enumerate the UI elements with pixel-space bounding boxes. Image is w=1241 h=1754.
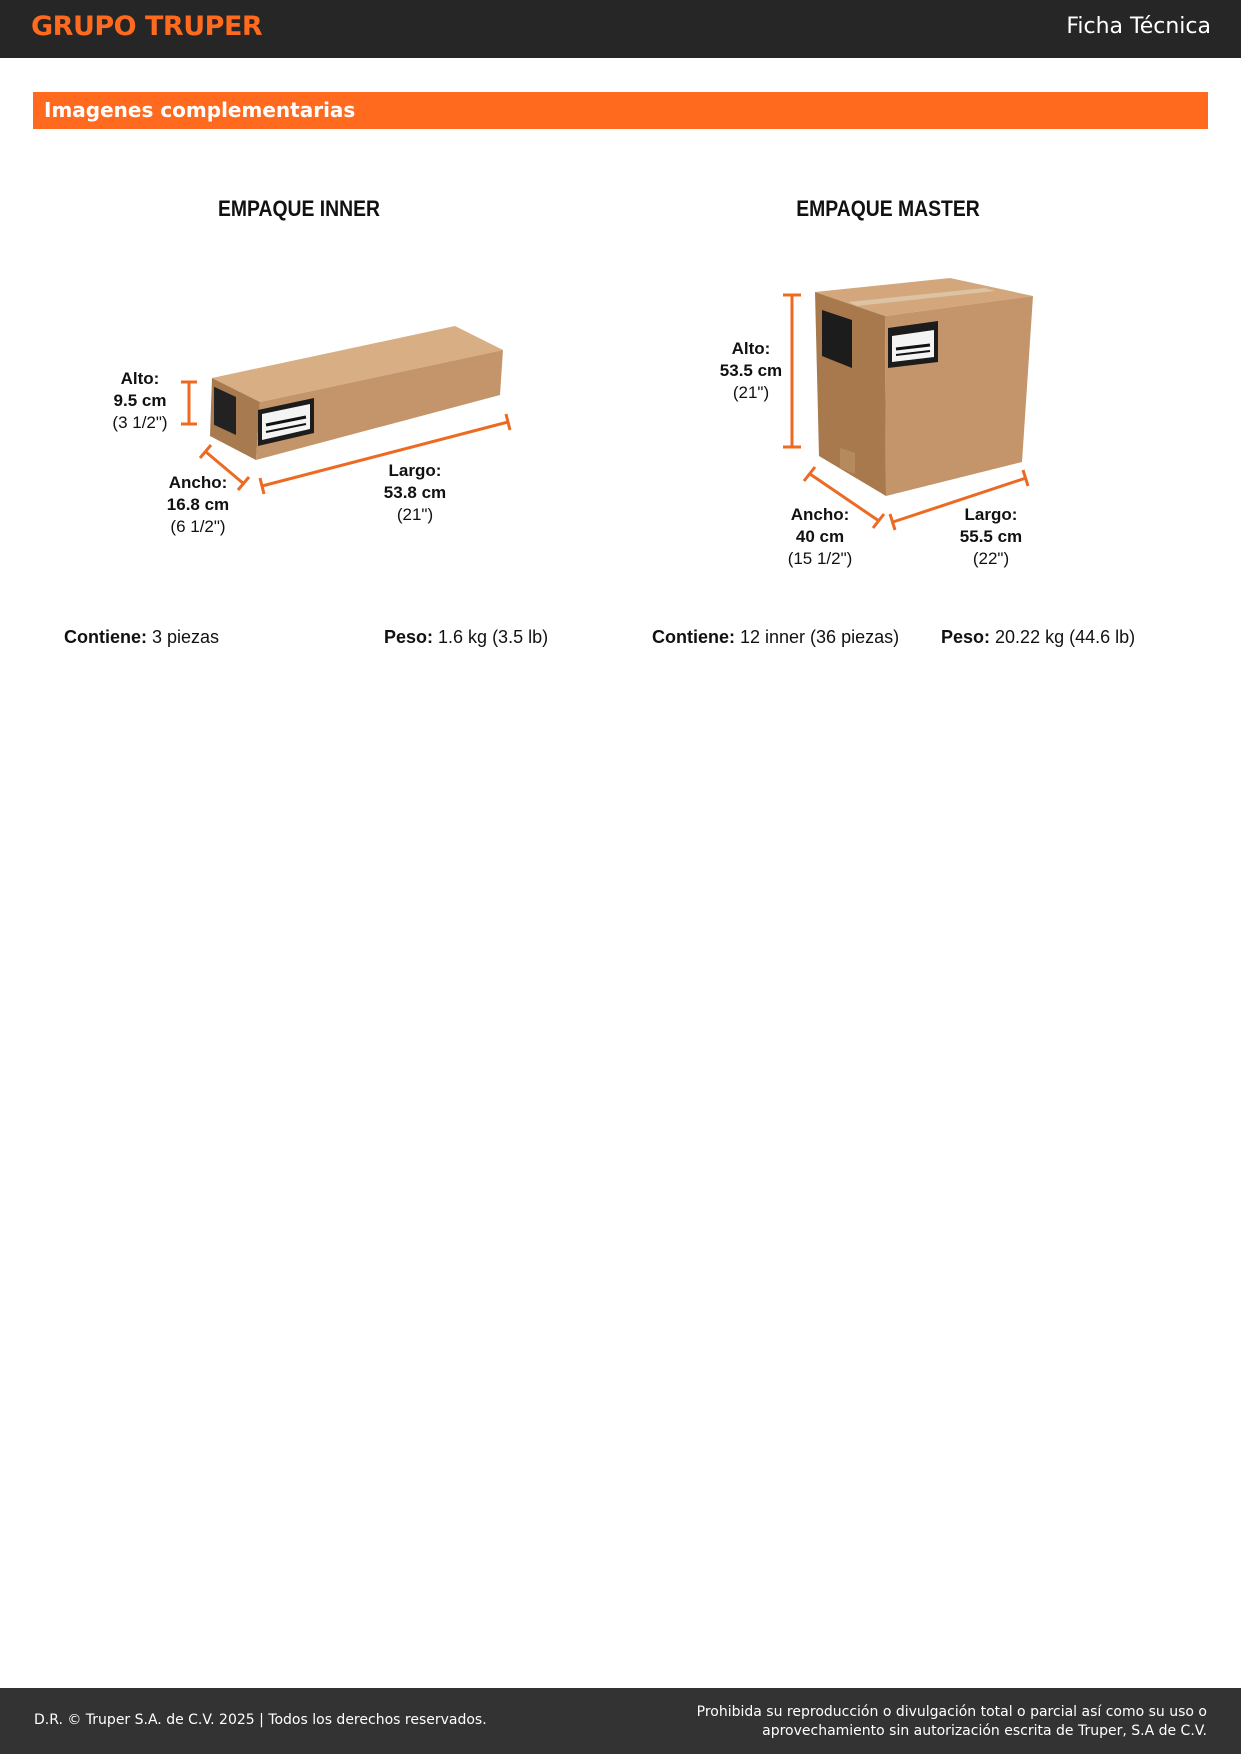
- inner-largo-title: Largo:: [388, 461, 442, 480]
- inner-weight-label: Peso:: [384, 627, 434, 647]
- inner-ancho-label: [138, 472, 258, 537]
- legal-notice-line-2: aprovechamiento sin autorización escrita de Truper, S.A de C.V.: [762, 1722, 1207, 1739]
- master-largo-imperial: (22"): [972, 548, 1010, 568]
- inner-alto-imperial: (3 1/2"): [112, 412, 168, 432]
- inner-largo-imperial: (21"): [396, 504, 434, 524]
- inner-ancho-imperial: (6 1/2"): [170, 516, 226, 536]
- inner-weight: [384, 627, 548, 649]
- inner-weight-value: 1.6 kg (3.5 lb): [433, 627, 549, 647]
- brand-logo: GRUPO TRUPER: [31, 11, 263, 42]
- master-ancho-metric: 40 cm: [795, 526, 845, 546]
- inner-alto-metric: 9.5 cm: [113, 390, 167, 410]
- inner-alto-title: Alto:: [120, 369, 160, 388]
- copyright-notice: D.R. © Truper S.A. de C.V. 2025 | Todos los derechos reservados.: [34, 1712, 487, 1728]
- master-package-title: EMPAQUE MASTER: [796, 196, 980, 221]
- inner-contents: [64, 627, 219, 649]
- inner-ancho-title: Ancho:: [168, 473, 228, 492]
- master-ancho-imperial: (15 1/2"): [787, 548, 853, 568]
- inner-contents-label: Contiene:: [64, 627, 147, 647]
- inner-package-title: EMPAQUE INNER: [217, 196, 381, 221]
- master-box-image: [815, 278, 1033, 496]
- master-largo-title: Largo:: [964, 505, 1018, 524]
- section-title: Imagenes complementarias: [44, 98, 356, 122]
- master-alto-title: Alto:: [731, 339, 771, 358]
- master-largo-metric: 55.5 cm: [959, 526, 1023, 546]
- page-footer: [0, 1688, 1241, 1754]
- master-contents-label: Contiene:: [652, 627, 735, 647]
- inner-ancho-metric: 16.8 cm: [166, 494, 230, 514]
- master-contents-value: 12 inner (36 piezas): [735, 627, 900, 647]
- master-alto-metric: 53.5 cm: [719, 360, 783, 380]
- master-contents: [652, 627, 899, 649]
- master-weight: [941, 627, 1135, 649]
- master-largo-label: [931, 504, 1051, 569]
- master-ancho-label: [760, 504, 880, 569]
- legal-notice-line-1: Prohibida su reproducción o divulgación total o parcial así como su uso o: [696, 1704, 1207, 1720]
- master-weight-value: 20.22 kg (44.6 lb): [990, 627, 1136, 647]
- document-type: Ficha Técnica: [1066, 14, 1211, 39]
- master-alto-imperial: (21"): [732, 382, 770, 402]
- inner-largo-metric: 53.8 cm: [383, 482, 447, 502]
- legal-notice: [647, 1703, 1207, 1741]
- master-alto-label: [691, 338, 811, 403]
- master-ancho-title: Ancho:: [790, 505, 850, 524]
- inner-box-image: [210, 326, 503, 460]
- inner-contents-value: 3 piezas: [147, 627, 220, 647]
- master-weight-label: Peso:: [941, 627, 991, 647]
- inner-largo-label: [355, 460, 475, 525]
- inner-alto-label: [80, 368, 200, 433]
